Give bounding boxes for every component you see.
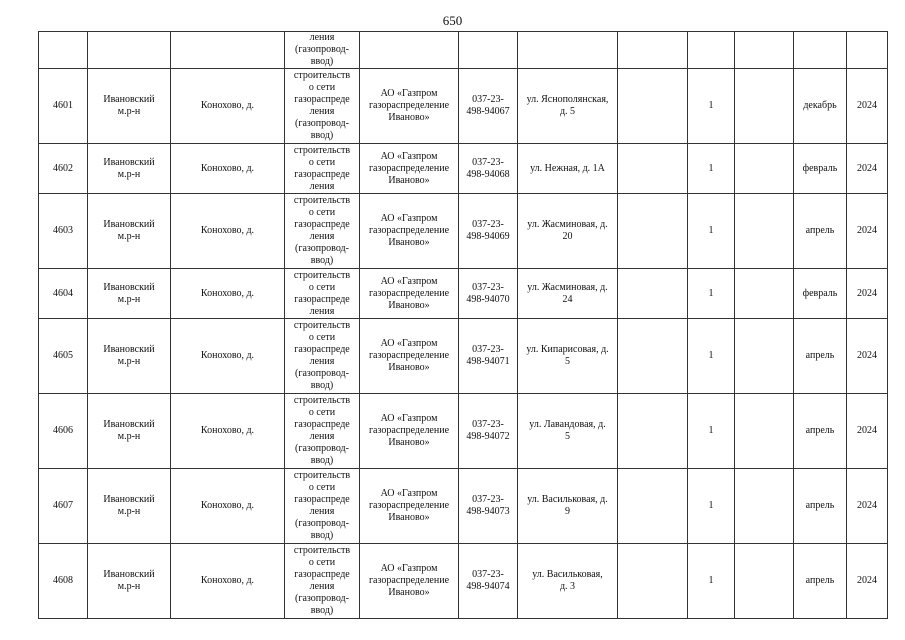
- cell-organization: [360, 544, 459, 619]
- cell-quantity: [688, 32, 735, 69]
- cell-organization-line: газораспределение: [368, 100, 450, 111]
- cell-work-type-line: о сети: [308, 207, 336, 218]
- cell-work-type-line: ввод): [310, 380, 334, 391]
- cell-work-type-line: строительств: [293, 320, 351, 331]
- cell-work-type-line: о сети: [308, 281, 336, 293]
- cell-year: [847, 32, 888, 69]
- cell-month: декабрь: [794, 69, 847, 144]
- cell-month: [794, 32, 847, 69]
- table-row: [39, 319, 888, 394]
- cell-organization-line: газораспределение: [368, 425, 450, 436]
- cell-code-line: 498-94071: [466, 356, 510, 367]
- cell-settlement: Конохово, д.: [171, 544, 285, 619]
- cell-organization-line: АО «Газпром: [380, 150, 438, 162]
- work-line: (газопровод-: [295, 44, 349, 55]
- cell-address: [518, 469, 618, 544]
- cell-district-line: м.р-н: [117, 168, 141, 180]
- cell-year: 2024: [847, 144, 888, 194]
- cell-code: [459, 144, 518, 194]
- cell-settlement: Конохово, д.: [171, 194, 285, 269]
- table-body: [39, 32, 888, 619]
- cell-organization-line: газораспределение: [368, 162, 450, 174]
- cell-work-type: [285, 544, 360, 619]
- cell-work-type-line: ввод): [310, 530, 334, 541]
- cell-work-type-line: газораспреде: [294, 168, 350, 180]
- gasification-table: [38, 31, 888, 619]
- cell-work-type-line: газораспреде: [294, 419, 350, 430]
- table-row: [39, 69, 888, 144]
- cell-work-type-line: ввод): [310, 455, 334, 466]
- table-row: [39, 469, 888, 544]
- cell-code-line: 498-94070: [466, 293, 510, 305]
- cell-organization-line: Иваново»: [388, 174, 430, 186]
- cell-empty: [735, 394, 794, 469]
- cell-district: [88, 144, 171, 194]
- cell-work-type: [285, 319, 360, 394]
- cell-settlement: [171, 32, 285, 69]
- cell-work-type-line: строительств: [293, 195, 351, 206]
- cell-code: [459, 544, 518, 619]
- cell-empty: [735, 69, 794, 144]
- cell-quantity: 1: [688, 544, 735, 619]
- cell-organization-line: газораспределение: [368, 500, 450, 511]
- cell-month: апрель: [794, 469, 847, 544]
- cell-district-line: Ивановский: [103, 281, 155, 293]
- cell-empty: [735, 544, 794, 619]
- cell-district-line: м.р-н: [117, 293, 141, 305]
- cell-district: [88, 469, 171, 544]
- cell-work-type-line: газораспреде: [294, 569, 350, 580]
- cell-address: [518, 69, 618, 144]
- cell-settlement: Конохово, д.: [171, 319, 285, 394]
- cell-work-type-line: (газопровод-: [295, 443, 349, 454]
- cell-address-line: ул. Жасминовая, д.: [527, 219, 608, 230]
- cell-work-type-line: газораспреде: [294, 293, 350, 305]
- cell-work-type: [285, 394, 360, 469]
- cell-work-type-line: о сети: [308, 482, 336, 493]
- cell-empty: [618, 469, 688, 544]
- cell-work-type-line: о сети: [308, 332, 336, 343]
- cell-number: 4601: [39, 69, 88, 144]
- cell-address-line: 9: [565, 506, 570, 517]
- cell-district: [88, 394, 171, 469]
- cell-month: апрель: [794, 544, 847, 619]
- cell-number: 4603: [39, 194, 88, 269]
- cell-address: [518, 319, 618, 394]
- cell-work-type-line: ления: [309, 581, 335, 592]
- cell-year: 2024: [847, 394, 888, 469]
- cell-address: [518, 544, 618, 619]
- cell-organization: [360, 144, 459, 194]
- cell-district: [88, 319, 171, 394]
- cell-district-line: м.р-н: [117, 356, 141, 367]
- cell-empty: [618, 144, 688, 194]
- cell-address-line: д. 3: [559, 581, 576, 592]
- page-number: 650: [442, 13, 463, 28]
- cell-organization-line: АО «Газпром: [380, 213, 438, 224]
- cell-work-type: [285, 144, 360, 194]
- cell-organization-line: Иваново»: [388, 112, 430, 123]
- cell-district-line: Ивановский: [103, 156, 155, 168]
- work-line: ления: [309, 32, 335, 43]
- cell-work-type: [285, 269, 360, 319]
- table-row: [39, 269, 888, 319]
- cell-code: [459, 194, 518, 269]
- cell-work-type-line: ввод): [310, 605, 334, 616]
- cell-code-line: 037-23-: [472, 219, 504, 230]
- cell-month: апрель: [794, 319, 847, 394]
- cell-month: апрель: [794, 394, 847, 469]
- cell-district-line: м.р-н: [117, 581, 141, 592]
- cell-work-type-line: строительств: [293, 545, 351, 556]
- cell-address-line: 5: [565, 431, 570, 442]
- cell-settlement: Конохово, д.: [171, 269, 285, 319]
- cell-district-line: Ивановский: [103, 419, 155, 430]
- cell-number: [39, 32, 88, 69]
- cell-organization-line: АО «Газпром: [380, 563, 438, 574]
- cell-district-line: Ивановский: [103, 494, 155, 505]
- cell-work-type-line: строительств: [293, 470, 351, 481]
- cell-code-line: 498-94068: [466, 168, 510, 180]
- cell-organization: [360, 69, 459, 144]
- cell-organization-line: АО «Газпром: [380, 413, 438, 424]
- cell-work-type-line: (газопровод-: [295, 593, 349, 604]
- cell-organization: [360, 32, 459, 69]
- cell-organization: [360, 194, 459, 269]
- cell-work-type-line: (газопровод-: [295, 368, 349, 379]
- cell-year: 2024: [847, 69, 888, 144]
- cell-settlement: Конохово, д.: [171, 144, 285, 194]
- cell-empty: [735, 319, 794, 394]
- cell-empty: [735, 32, 794, 69]
- cell-code: [459, 469, 518, 544]
- cell-address-line: ул. Васильковая,: [532, 569, 603, 580]
- cell-quantity: 1: [688, 194, 735, 269]
- cell-district-line: Ивановский: [103, 94, 155, 105]
- cell-number: 4604: [39, 269, 88, 319]
- cell-work-type: [285, 469, 360, 544]
- cell-code-line: 037-23-: [472, 344, 504, 355]
- cell-work-type-line: о сети: [308, 557, 336, 568]
- table-row: [39, 194, 888, 269]
- cell-year: 2024: [847, 469, 888, 544]
- cell-district: [88, 194, 171, 269]
- cell-code: [459, 394, 518, 469]
- cell-year: 2024: [847, 269, 888, 319]
- cell-district-line: Ивановский: [103, 219, 155, 230]
- cell-number: 4606: [39, 394, 88, 469]
- cell-month: апрель: [794, 194, 847, 269]
- cell-address: [518, 144, 618, 194]
- cell-organization-line: газораспределение: [368, 287, 450, 299]
- cell-organization-line: Иваново»: [388, 237, 430, 248]
- cell-work-type: [285, 69, 360, 144]
- cell-organization-line: газораспределение: [368, 575, 450, 586]
- cell-address: [518, 194, 618, 269]
- cell-organization: [360, 319, 459, 394]
- cell-organization-line: АО «Газпром: [380, 88, 438, 99]
- cell-code: [459, 319, 518, 394]
- cell-work-type-line: газораспреде: [294, 219, 350, 230]
- cell-empty: [618, 544, 688, 619]
- cell-work-type-line: (газопровод-: [295, 118, 349, 129]
- cell-work-type: [285, 32, 360, 69]
- cell-district-line: м.р-н: [117, 506, 141, 517]
- cell-organization-line: Иваново»: [388, 437, 430, 448]
- cell-code-line: 037-23-: [472, 494, 504, 505]
- table-row: [39, 544, 888, 619]
- cell-code-line: 498-94067: [466, 106, 510, 117]
- cell-work-type-line: строительств: [293, 70, 351, 81]
- cell-address-line: 20: [562, 231, 573, 242]
- cell-address-line: д. 5: [559, 106, 576, 117]
- cell-work-type-line: строительств: [293, 395, 351, 406]
- cell-district-line: м.р-н: [117, 106, 141, 117]
- cell-number: 4605: [39, 319, 88, 394]
- cell-address: [518, 394, 618, 469]
- cell-address-line: ул. Яснополянская,: [526, 94, 609, 105]
- cell-work-type: [285, 194, 360, 269]
- cell-code: [459, 69, 518, 144]
- cell-code-line: 037-23-: [472, 569, 504, 580]
- cell-quantity: 1: [688, 144, 735, 194]
- cell-code-line: 498-94072: [466, 431, 510, 442]
- cell-district: [88, 32, 171, 69]
- cell-work-type-line: ления: [309, 231, 335, 242]
- cell-code-line: 037-23-: [472, 281, 504, 293]
- cell-address-line: 5: [565, 356, 570, 367]
- cell-organization-line: газораспределение: [368, 225, 450, 236]
- cell-district-line: Ивановский: [103, 344, 155, 355]
- cell-month: февраль: [794, 269, 847, 319]
- cell-code-line: 037-23-: [472, 419, 504, 430]
- cell-work-type-line: ления: [309, 506, 335, 517]
- cell-quantity: 1: [688, 69, 735, 144]
- cell-work-type-line: (газопровод-: [295, 243, 349, 254]
- cell-year: 2024: [847, 319, 888, 394]
- cell-empty: [618, 194, 688, 269]
- cell-empty: [618, 69, 688, 144]
- cell-organization: [360, 469, 459, 544]
- cell-work-type-line: о сети: [308, 407, 336, 418]
- cell-work-type-line: ввод): [310, 255, 334, 266]
- cell-work-type-line: газораспреде: [294, 94, 350, 105]
- cell-empty: [618, 269, 688, 319]
- cell-work-type-line: газораспреде: [294, 494, 350, 505]
- cell-district: [88, 69, 171, 144]
- cell-work-type-line: ления: [309, 431, 335, 442]
- cell-district-line: м.р-н: [117, 231, 141, 242]
- cell-organization-line: газораспределение: [368, 350, 450, 361]
- cell-work-type-line: о сети: [308, 156, 336, 168]
- cell-settlement: Конохово, д.: [171, 69, 285, 144]
- cell-address: [518, 32, 618, 69]
- cell-year: 2024: [847, 544, 888, 619]
- cell-organization-line: АО «Газпром: [380, 275, 438, 287]
- cell-quantity: 1: [688, 269, 735, 319]
- cell-empty: [618, 32, 688, 69]
- cell-work-type-line: о сети: [308, 82, 336, 93]
- cell-organization-line: Иваново»: [388, 512, 430, 523]
- cell-organization-line: АО «Газпром: [380, 338, 438, 349]
- cell-quantity: 1: [688, 469, 735, 544]
- cell-year: 2024: [847, 194, 888, 269]
- cell-number: 4608: [39, 544, 88, 619]
- cell-code-line: 037-23-: [472, 94, 504, 105]
- cell-quantity: 1: [688, 319, 735, 394]
- cell-work-type-line: ления: [309, 356, 335, 367]
- cell-address-line: ул. Васильковая, д.: [527, 494, 608, 505]
- cell-code: [459, 32, 518, 69]
- cell-work-type-line: (газопровод-: [295, 518, 349, 529]
- cell-district: [88, 269, 171, 319]
- cell-district-line: м.р-н: [117, 431, 141, 442]
- cell-empty: [735, 144, 794, 194]
- cell-organization-line: Иваново»: [388, 299, 430, 311]
- cell-code-line: 498-94074: [466, 581, 510, 592]
- cell-settlement: Конохово, д.: [171, 469, 285, 544]
- cell-work-type-line: газораспреде: [294, 344, 350, 355]
- cell-work-type-line: ления: [309, 106, 335, 117]
- cell-code-line: 037-23-: [472, 156, 504, 168]
- cell-empty: [735, 194, 794, 269]
- cell-month: февраль: [794, 144, 847, 194]
- cell-work-type-line: ления: [309, 305, 335, 317]
- cell-code-line: 498-94069: [466, 231, 510, 242]
- cell-number: 4602: [39, 144, 88, 194]
- cell-quantity: 1: [688, 394, 735, 469]
- cell-work-type-line: строительств: [293, 144, 351, 156]
- cell-address: [518, 269, 618, 319]
- table-row: [39, 144, 888, 194]
- cell-work-type-line: ввод): [310, 130, 334, 141]
- work-line: ввод): [310, 56, 334, 67]
- cell-settlement: Конохово, д.: [171, 394, 285, 469]
- cell-address-line: ул. Кипарисовая, д.: [526, 344, 609, 355]
- cell-code-line: 498-94073: [466, 506, 510, 517]
- cell-district-line: Ивановский: [103, 569, 155, 580]
- cell-address-line: ул. Лавандовая, д.: [529, 419, 606, 430]
- cell-empty: [618, 394, 688, 469]
- cell-empty: [735, 269, 794, 319]
- cell-code: [459, 269, 518, 319]
- cell-district: [88, 544, 171, 619]
- cell-address-line: ул. Нежная, д. 1А: [530, 162, 605, 174]
- table-row: [39, 394, 888, 469]
- cell-organization-line: Иваново»: [388, 587, 430, 598]
- cell-organization-line: Иваново»: [388, 362, 430, 373]
- cell-organization-line: АО «Газпром: [380, 488, 438, 499]
- cell-empty: [735, 469, 794, 544]
- cell-work-type-line: строительств: [293, 269, 351, 281]
- cell-number: 4607: [39, 469, 88, 544]
- cell-organization: [360, 269, 459, 319]
- cell-organization: [360, 394, 459, 469]
- cell-address-line: ул. Жасминовая, д.: [527, 281, 608, 293]
- table-row-continuation: [39, 32, 888, 69]
- cell-work-type-line: ления: [309, 180, 335, 192]
- cell-address-line: 24: [562, 293, 573, 305]
- cell-empty: [618, 319, 688, 394]
